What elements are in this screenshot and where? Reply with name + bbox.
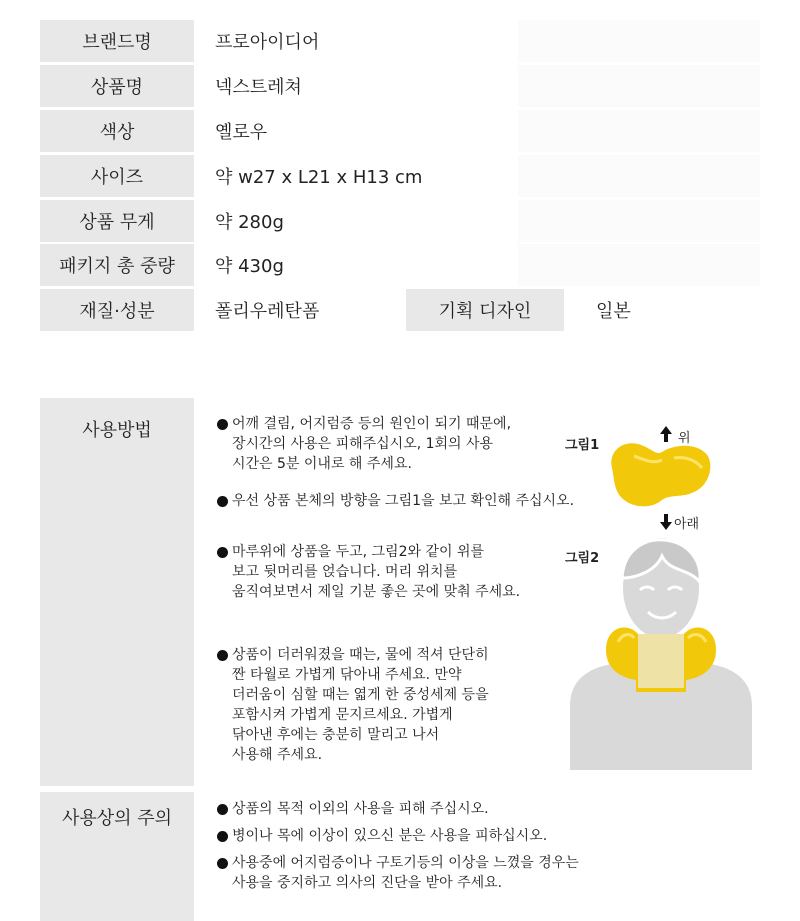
- bullet-line: 어깨 결림, 어지럼증 등의 원인이 되기 때문에,: [232, 416, 512, 432]
- spec-row-package-weight: [40, 244, 760, 286]
- spec-label: 재질·성분: [40, 289, 194, 331]
- usage-bullet: [217, 645, 489, 765]
- spec-row-product-name: [40, 65, 760, 107]
- bullet-line: 병이나 목에 이상이 있으신 분은 사용을 피하십시오.: [232, 828, 548, 844]
- usage-bullet: [217, 491, 574, 511]
- bullet-line: 보고 뒷머리를 얹습니다. 머리 위치를: [232, 564, 458, 580]
- spec-row-color: [40, 110, 760, 152]
- spec-row-brand: [40, 20, 760, 62]
- figure2-label: 그림2: [565, 551, 600, 566]
- bullet-line: 마루위에 상품을 두고, 그림2와 같이 위를: [232, 544, 484, 560]
- bullet-line: 짠 타월로 가볍게 닦아내 주세요. 만약: [232, 667, 462, 683]
- arrow-down-icon: [656, 512, 676, 532]
- spec-label: 상품 무게: [40, 200, 194, 242]
- spec-row-material: [40, 289, 760, 331]
- bullet-line: 시간은 5분 이내로 해 주세요.: [232, 456, 412, 472]
- bullet-dot: [217, 858, 228, 869]
- spec-value: 약 w27 x L21 x H13 cm: [215, 167, 423, 188]
- up-label: 위: [678, 431, 691, 446]
- bullet-line: 상품의 목적 이외의 사용을 피해 주십시오.: [232, 801, 489, 817]
- spec-row-size: [40, 155, 760, 197]
- bullet-line: 사용해 주세요.: [232, 747, 323, 763]
- spec-label: 사이즈: [40, 155, 194, 197]
- spec-label: 색상: [40, 110, 194, 152]
- bullet-dot: [217, 831, 228, 842]
- bullet-line: 상품이 더러워졌을 때는, 물에 적셔 단단히: [232, 647, 489, 663]
- caution-bullet: [217, 799, 489, 819]
- spec-value-design: 일본: [596, 301, 631, 322]
- spec-row-weight: [40, 200, 760, 242]
- bullet-dot: [217, 650, 228, 661]
- bullet-line: 포함시켜 가볍게 문지르세요. 가볍게: [232, 707, 453, 723]
- caution-bullet: [217, 826, 547, 846]
- person-using-pillow-image: [566, 538, 756, 770]
- spec-label-design: 기획 디자인: [406, 289, 564, 331]
- spec-fill: [518, 110, 760, 152]
- usage-bullet: [217, 542, 520, 602]
- bullet-line: 장시간의 사용은 피해주십시오, 1회의 사용: [232, 436, 494, 452]
- spec-fill: [518, 65, 760, 107]
- bullet-dot: [217, 547, 228, 558]
- bullet-dot: [217, 804, 228, 815]
- bullet-line: 더러움이 심할 때는 엷게 한 중성세제 등을: [232, 687, 489, 703]
- pillow-top-view-image: [604, 434, 714, 514]
- caution-section-label: 사용상의 주의: [61, 808, 173, 829]
- spec-fill: [518, 244, 760, 286]
- figure1-label: 그림1: [565, 438, 600, 453]
- spec-label: 패키지 총 중량: [40, 244, 194, 286]
- spec-fill: [518, 200, 760, 242]
- usage-label-panel: [40, 398, 194, 786]
- spec-fill: [518, 20, 760, 62]
- bullet-line: 우선 상품 본체의 방향을 그림1을 보고 확인해 주십시오.: [232, 493, 575, 509]
- bullet-line: 닦아낸 후에는 충분히 말리고 나서: [232, 727, 440, 743]
- spec-value: 넥스트레쳐: [215, 77, 302, 98]
- bullet-line: 움직여보면서 제일 기분 좋은 곳에 맞춰 주세요.: [232, 584, 521, 600]
- spec-value: 폴리우레탄폼: [215, 301, 320, 322]
- spec-fill: [518, 155, 760, 197]
- usage-bullet: [217, 414, 511, 474]
- spec-label: 상품명: [40, 65, 194, 107]
- usage-section-label: 사용방법: [82, 420, 152, 441]
- spec-label: 브랜드명: [40, 20, 194, 62]
- caution-bullet: [217, 853, 579, 893]
- bullet-line: 사용을 중지하고 의사의 진단을 받아 주세요.: [232, 875, 503, 891]
- down-label: 아래: [674, 517, 700, 532]
- spec-value: 약 430g: [215, 256, 284, 277]
- bullet-dot: [217, 419, 228, 430]
- spec-value: 옐로우: [215, 122, 268, 143]
- bullet-dot: [217, 496, 228, 507]
- spec-value: 프로아이디어: [215, 32, 320, 53]
- bullet-line: 사용중에 어지럼증이나 구토기등의 이상을 느꼈을 경우는: [232, 855, 579, 871]
- spec-value: 약 280g: [215, 212, 284, 233]
